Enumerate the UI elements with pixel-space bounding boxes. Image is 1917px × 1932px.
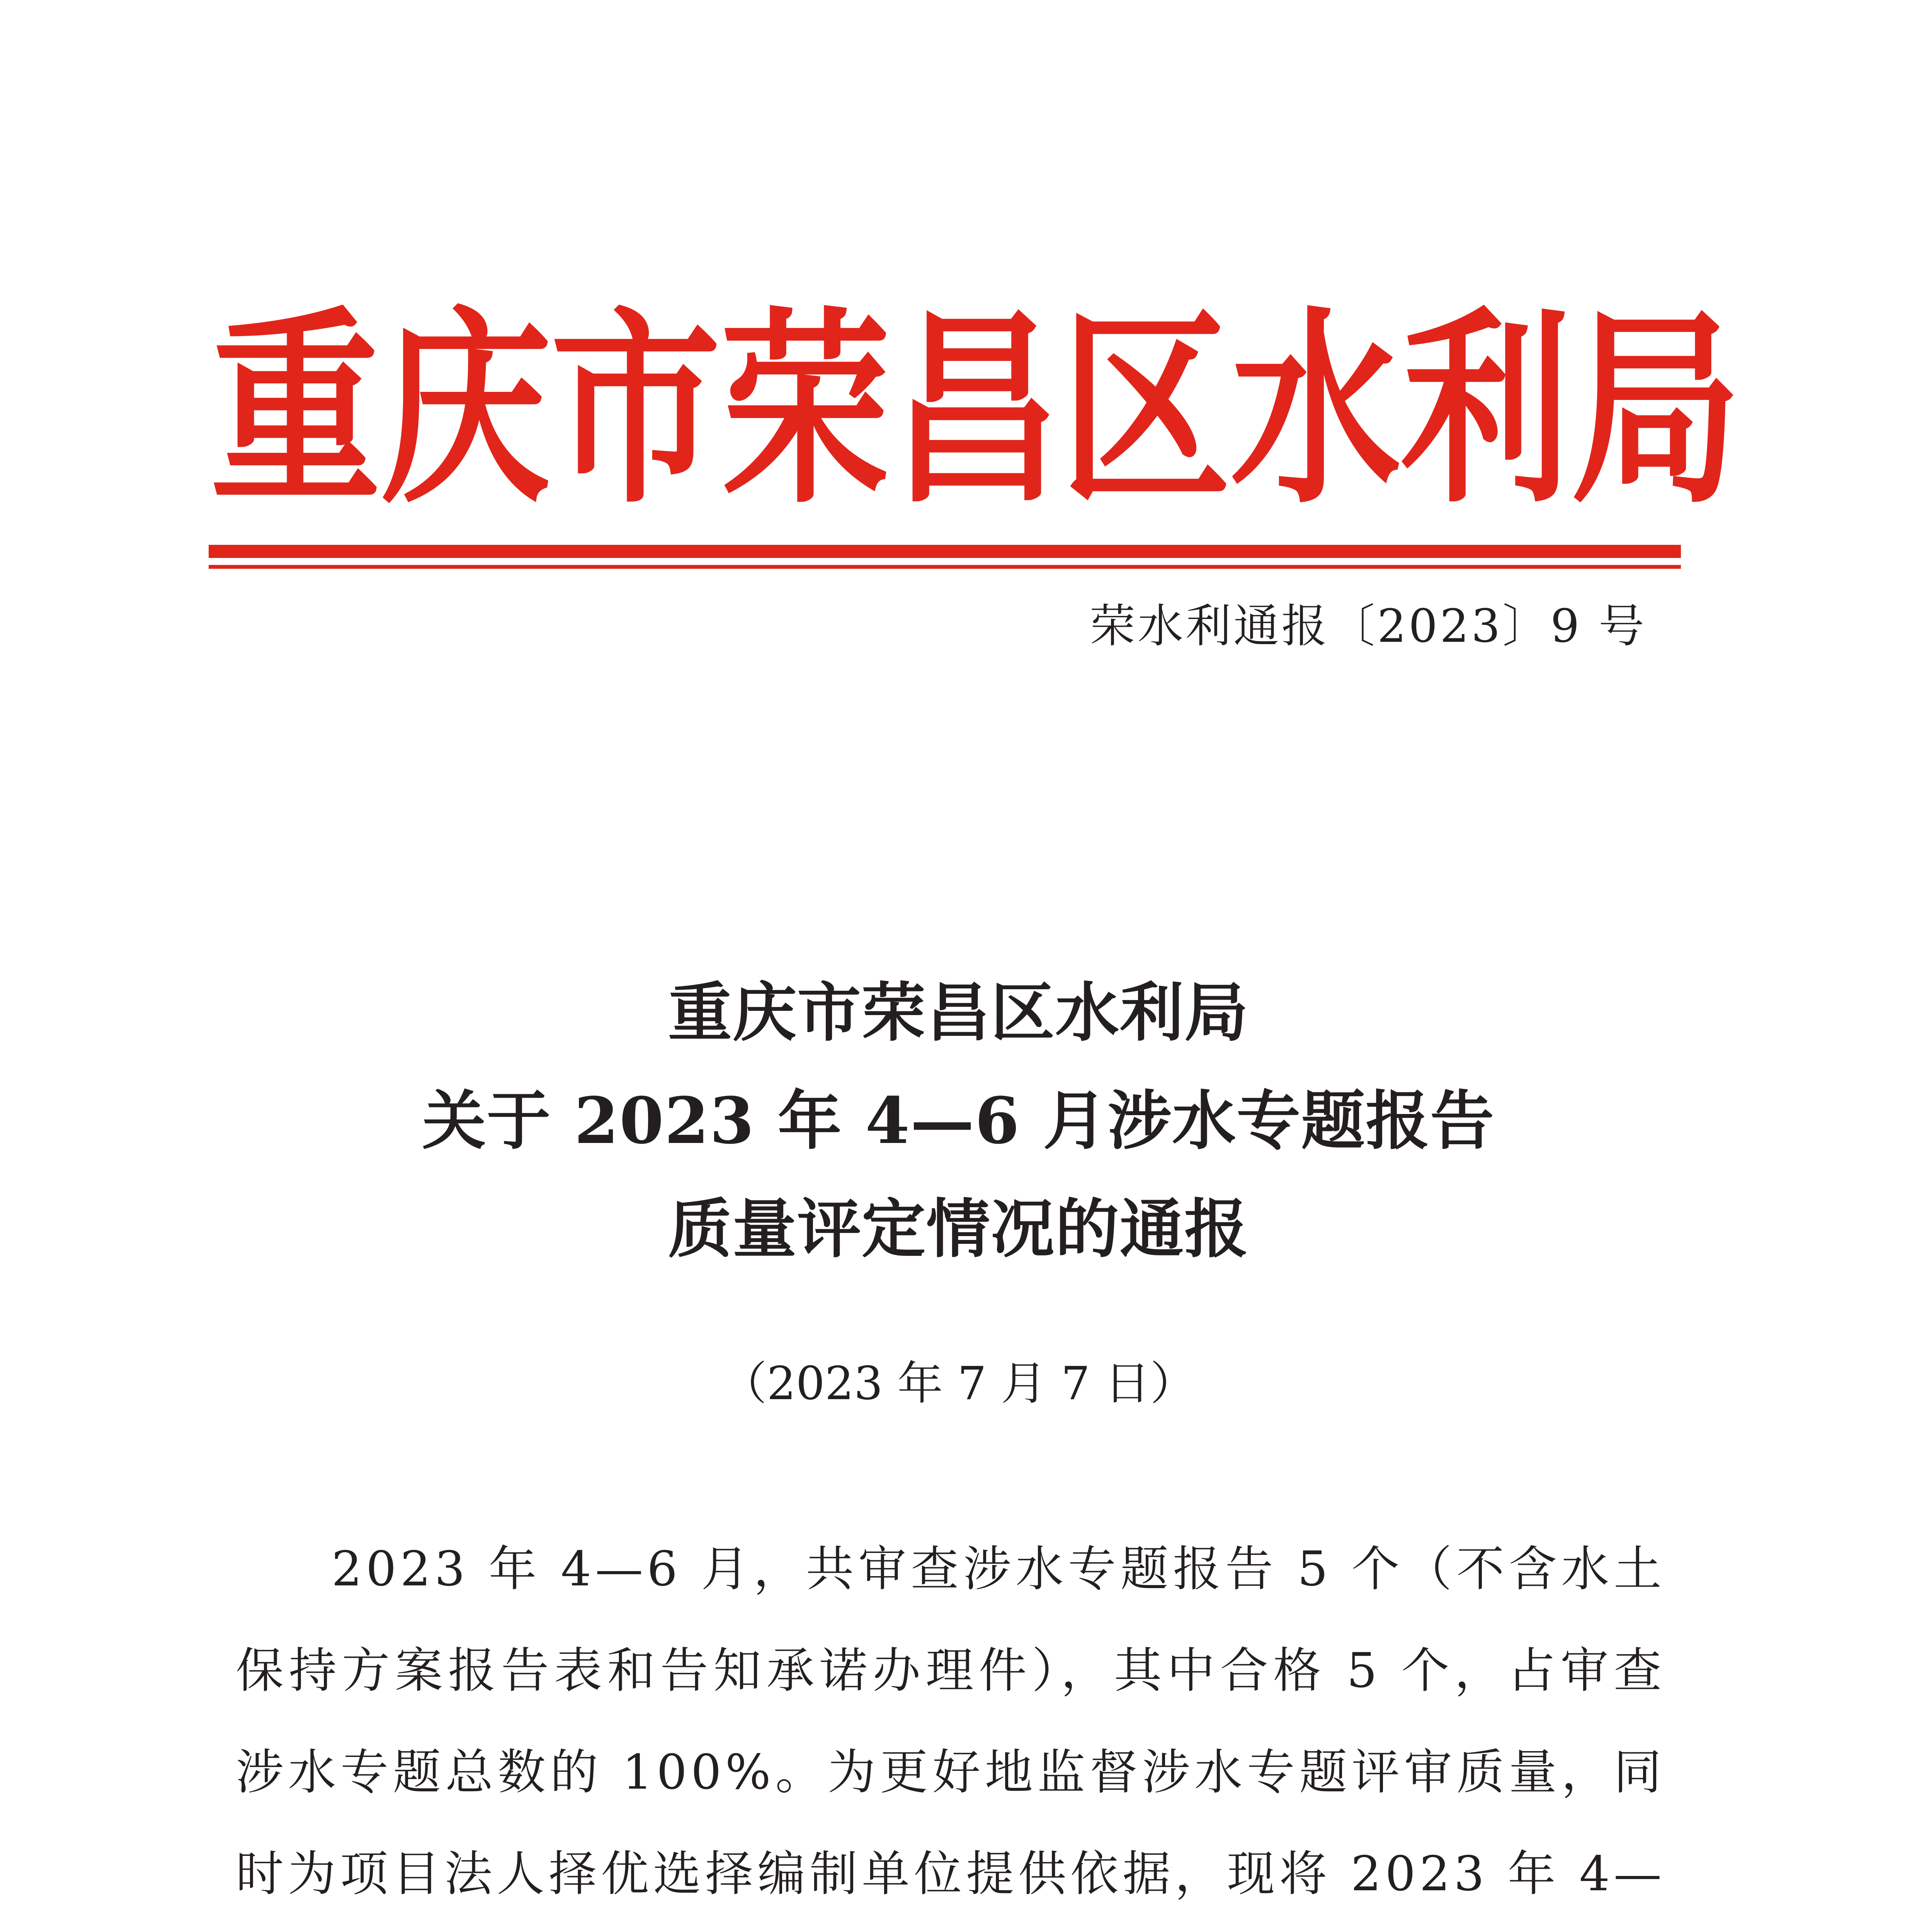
masthead-char: 区 xyxy=(1061,287,1231,531)
document-title xyxy=(0,958,1917,1422)
masthead-char: 水 xyxy=(1231,287,1401,531)
masthead-char: 昌 xyxy=(891,287,1061,531)
document-number: 荣水利通报〔2023〕9 号 xyxy=(1090,599,1647,653)
document-date: （2023 年 7 月 7 日） xyxy=(721,1357,1196,1410)
title-line-3: 质量评定情况的通报 xyxy=(668,1191,1249,1266)
masthead-char: 市 xyxy=(551,287,721,531)
body-paragraph: 2023 年 4—6 月，共审查涉水专题报告 5 个（不含水土保持方案报告表和告知承诺办理件），其中合格 5 个，占审查涉水专题总数的 100%。为更好地监督涉水专题评审质量，同时为项目法人择优选择编制单位提供依据，现将 2023 年 4— xyxy=(236,1541,1665,1902)
masthead-char: 荣 xyxy=(721,287,891,531)
header-divider-thick xyxy=(209,545,1681,558)
title-line-1: 重庆市荣昌区水利局 xyxy=(668,975,1249,1050)
masthead-char: 局 xyxy=(1571,287,1741,531)
masthead-char: 重 xyxy=(211,287,381,531)
title-line-2: 关于 2023 年 4—6 月涉水专题报告 xyxy=(422,1083,1495,1158)
masthead-char: 利 xyxy=(1401,287,1571,531)
header-divider-thin xyxy=(209,565,1681,569)
masthead-char: 庆 xyxy=(381,287,551,531)
document-body xyxy=(236,1519,1665,1932)
issuer-masthead xyxy=(211,287,1741,531)
